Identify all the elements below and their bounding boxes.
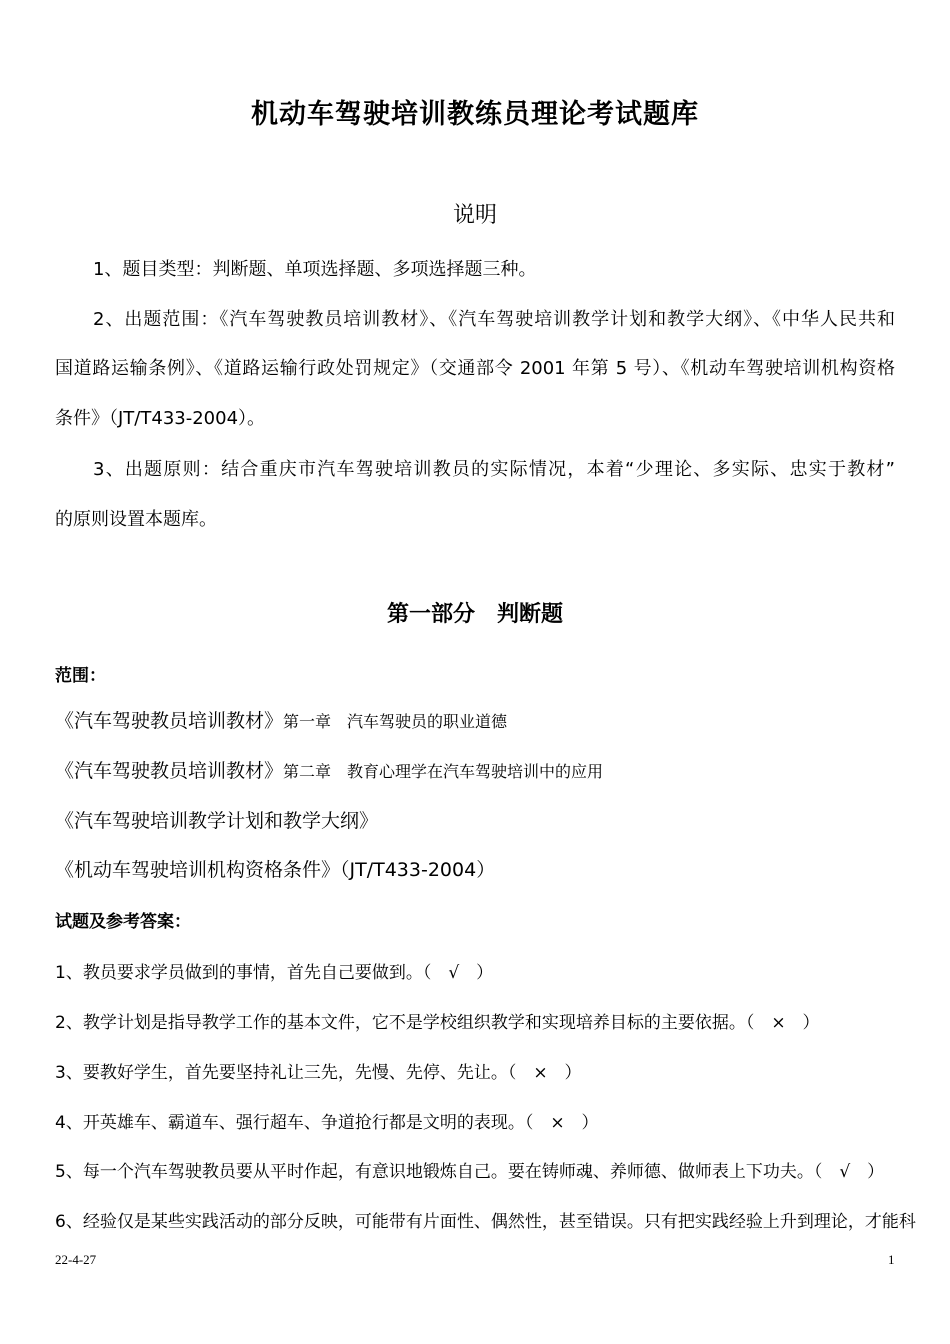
document-title: 机动车驾驶培训教练员理论考试题库 [251, 99, 699, 130]
question-item: 4、开英雄车、霸道车、强行超车、争道抢行都是文明的表现。（ × ） [55, 1113, 599, 1133]
part-one-heading: 第一部分 判断题 [386, 602, 563, 627]
question-item: 1、教员要求学员做到的事情，首先自己要做到。（ √ ） [55, 963, 494, 983]
note-1: 1、题目类型：判断题、单项选择题、多项选择题三种。 [93, 259, 537, 280]
question-item: 5、每一个汽车驾驶教员要从平时作起，有意识地锻炼自己。要在铸师魂、养师德、做师表上下功夫。（ √ ） [55, 1162, 885, 1182]
footer-date: 22-4-27 [55, 1252, 97, 1267]
scope-label: 范围： [55, 666, 106, 686]
question-item: 2、教学计划是指导教学工作的基本文件，它不是学校组织教学和实现培养目标的主要依据。（ × ） [55, 1013, 820, 1033]
reference-item [55, 706, 507, 733]
reference-item [55, 855, 495, 882]
question-item: 6、经验仅是某些实践活动的部分反映，可能带有片面性、偶然性，甚至错误。只有把实践经验上升到理论，才能科 [55, 1212, 916, 1232]
question-item: 3、要教好学生，首先要坚持礼让三先，先慢、先停、先让。（ × ） [55, 1063, 582, 1083]
reference-title: 《汽车驾驶培训教学计划和教学大纲》 [55, 810, 379, 832]
page-number: 1 [888, 1252, 895, 1267]
reference-chapter: 第二章 教育心理学在汽车驾驶培训中的应用 [283, 762, 604, 781]
note-3-line-2: 的原则设置本题库。 [55, 509, 217, 530]
section-heading: 说明 [452, 203, 497, 228]
reference-title: 《汽车驾驶教员培训教材》 [55, 710, 284, 732]
reference-title: 《机动车驾驶培训机构资格条件》（JT/T433-2004） [55, 859, 496, 881]
reference-item [55, 806, 378, 833]
note-2-line-1: 2、出题范围：《汽车驾驶教员培训教材》、《汽车驾驶培训教学计划和教学大纲》、《中华人民共和 [93, 309, 895, 330]
answers-label: 试题及参考答案： [55, 912, 191, 932]
note-3-line-1: 3、出题原则：结合重庆市汽车驾驶培训教员的实际情况，本着“少理论、多实际、忠实于教材” [93, 459, 895, 480]
note-2-line-3: 条件》（JT/T433-2004）。 [55, 408, 266, 429]
reference-item [55, 756, 603, 783]
reference-chapter: 第一章 汽车驾驶员的职业道德 [283, 712, 508, 731]
note-2-line-2: 国道路运输条例》、《道路运输行政处罚规定》（交通部令 2001 年第 5 号）、《机动车驾驶培训机构资格 [55, 358, 895, 379]
reference-title: 《汽车驾驶教员培训教材》 [55, 760, 284, 782]
